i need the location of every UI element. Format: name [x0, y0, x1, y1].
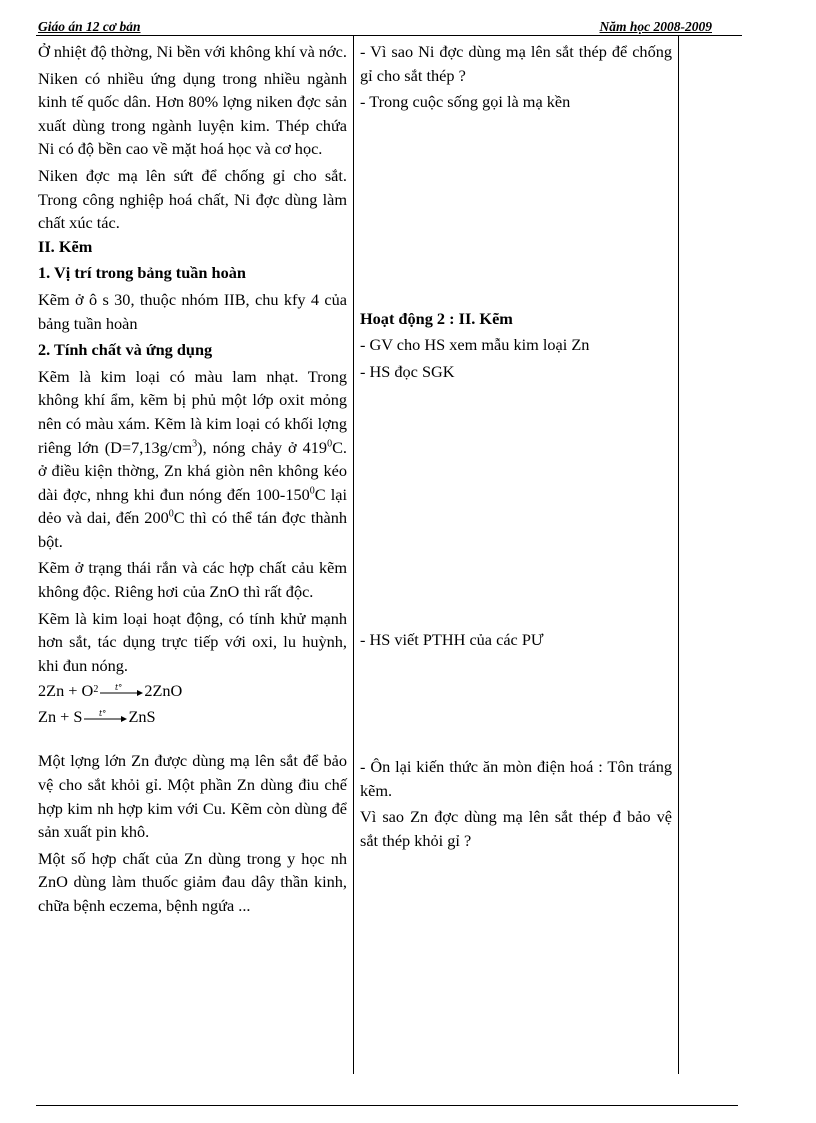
- subheading-position: 1. Vị trí trong bảng tuần hoàn: [38, 263, 246, 283]
- footer-line: [36, 1105, 738, 1106]
- note-nickel-plating: - Trong cuộc sống gọi là mạ kền: [360, 92, 571, 112]
- header-school-year: Năm học 2008-2009: [599, 19, 712, 34]
- svg-text:t°: t°: [115, 683, 123, 693]
- activity-review-corrosion: - Ôn lại kiến thức ăn mòn điện hoá : Tôn tráng kẽm.: [360, 757, 672, 800]
- equation-zn-o2: 2Zn + O 2 t° 2ZnO: [38, 680, 183, 700]
- activity-read-textbook: - HS đọc SGK: [360, 361, 455, 381]
- question-nickel-plating: - Vì sao Ni đợc dùng mạ lên sắt thép để chống gỉ cho sắt thép ?: [360, 42, 672, 85]
- question-zinc-plating: Vì sao Zn đợc dùng mạ lên sắt thép đ bảo vệ sắt thép khỏi gỉ ?: [360, 807, 672, 850]
- column-divider-1: [353, 36, 354, 1074]
- zinc-toxicity-text: Kẽm ở trạng thái rắn và các hợp chất cảu kẽm không độc. Riêng hơi của ZnO thì rất độc.: [38, 558, 347, 602]
- section-heading-zinc: II. Kẽm: [38, 236, 93, 256]
- reaction-arrow-icon: [83, 709, 127, 723]
- zinc-reactivity-text: Kẽm là kim loại hoạt động, có tính khử mạnh hơn sắt, tác dụng trực tiếp với oxi, lu huỳnh, khi đun nóng.: [38, 608, 347, 675]
- header-course-title: Giáo án 12 cơ bản: [38, 19, 141, 34]
- reaction-arrow-icon: [99, 683, 143, 697]
- nickel-stability-text: Ở nhiệt độ thờng, Ni bền với không khí và nớc.: [38, 42, 347, 61]
- nickel-applications-text: Niken có nhiều ứng dụng trong nhiều ngành kinh tế quốc dân. Hơn 80% lợng niken đợc sản xuất dùng trong ngành luyện kim. Thép chứa Ni có độ bền cao về mặt hoá học và cơ học.: [38, 68, 347, 159]
- zinc-usage-text: Một lợng lớn Zn được dùng mạ lên sắt để bảo vệ cho sắt khỏi gỉ. Một phần Zn dùng điu chế hợp kim nh hợp kim với Cu. Kẽm còn dùng để sản xuất pin khô.: [38, 751, 347, 842]
- zinc-position-text: Kẽm ở ô s 30, thuộc nhóm IIB, chu kfy 4 của bảng tuần hoàn: [38, 289, 347, 333]
- equation-zn-s: Zn + S t° ZnS: [38, 706, 156, 726]
- activity-show-sample: - GV cho HS xem mẫu kim loại Zn: [360, 335, 590, 355]
- svg-text:t°: t°: [99, 709, 107, 719]
- content-column: [38, 40, 347, 918]
- page-header: [36, 18, 742, 36]
- activity-2-title: Hoạt động 2 : II. Kẽm: [360, 308, 513, 328]
- column-divider-2: [678, 36, 679, 1074]
- activity-write-equations: - HS viết PTHH của các PƯ: [360, 629, 544, 649]
- subheading-properties: 2. Tính chất và ứng dụng: [38, 340, 213, 360]
- activity-column: [360, 40, 672, 853]
- zinc-properties-text: Kẽm là kim loại có màu lam nhạt. Trong không khí ẩm, kẽm bị phủ một lớp oxit mỏng nên có màu xám. Kẽm là kim loại có khối lợng riêng lớn $(D=7,13g/cm^3)$, nóng chảy ở $419^0C$. ở điều kiện thờng, Zn khá giòn nên không kéo dài đợc, nhng khi đun nóng đến $100-150^0C$ lại dẻo và dai, đến $200^0C$ thì có thể tán đợc thành bột.: [38, 366, 348, 551]
- zinc-compounds-text: Một số hợp chất của Zn dùng trong y học nh ZnO dùng làm thuốc giảm đau dây thần kinh, chữa bệnh eczema, bệnh ngứa ...: [38, 848, 347, 915]
- nickel-plating-text: Niken đợc mạ lên sứt để chống gỉ cho sắt. Trong công nghiệp hoá chất, Ni đợc dùng làm chất xúc tác.: [38, 165, 347, 233]
